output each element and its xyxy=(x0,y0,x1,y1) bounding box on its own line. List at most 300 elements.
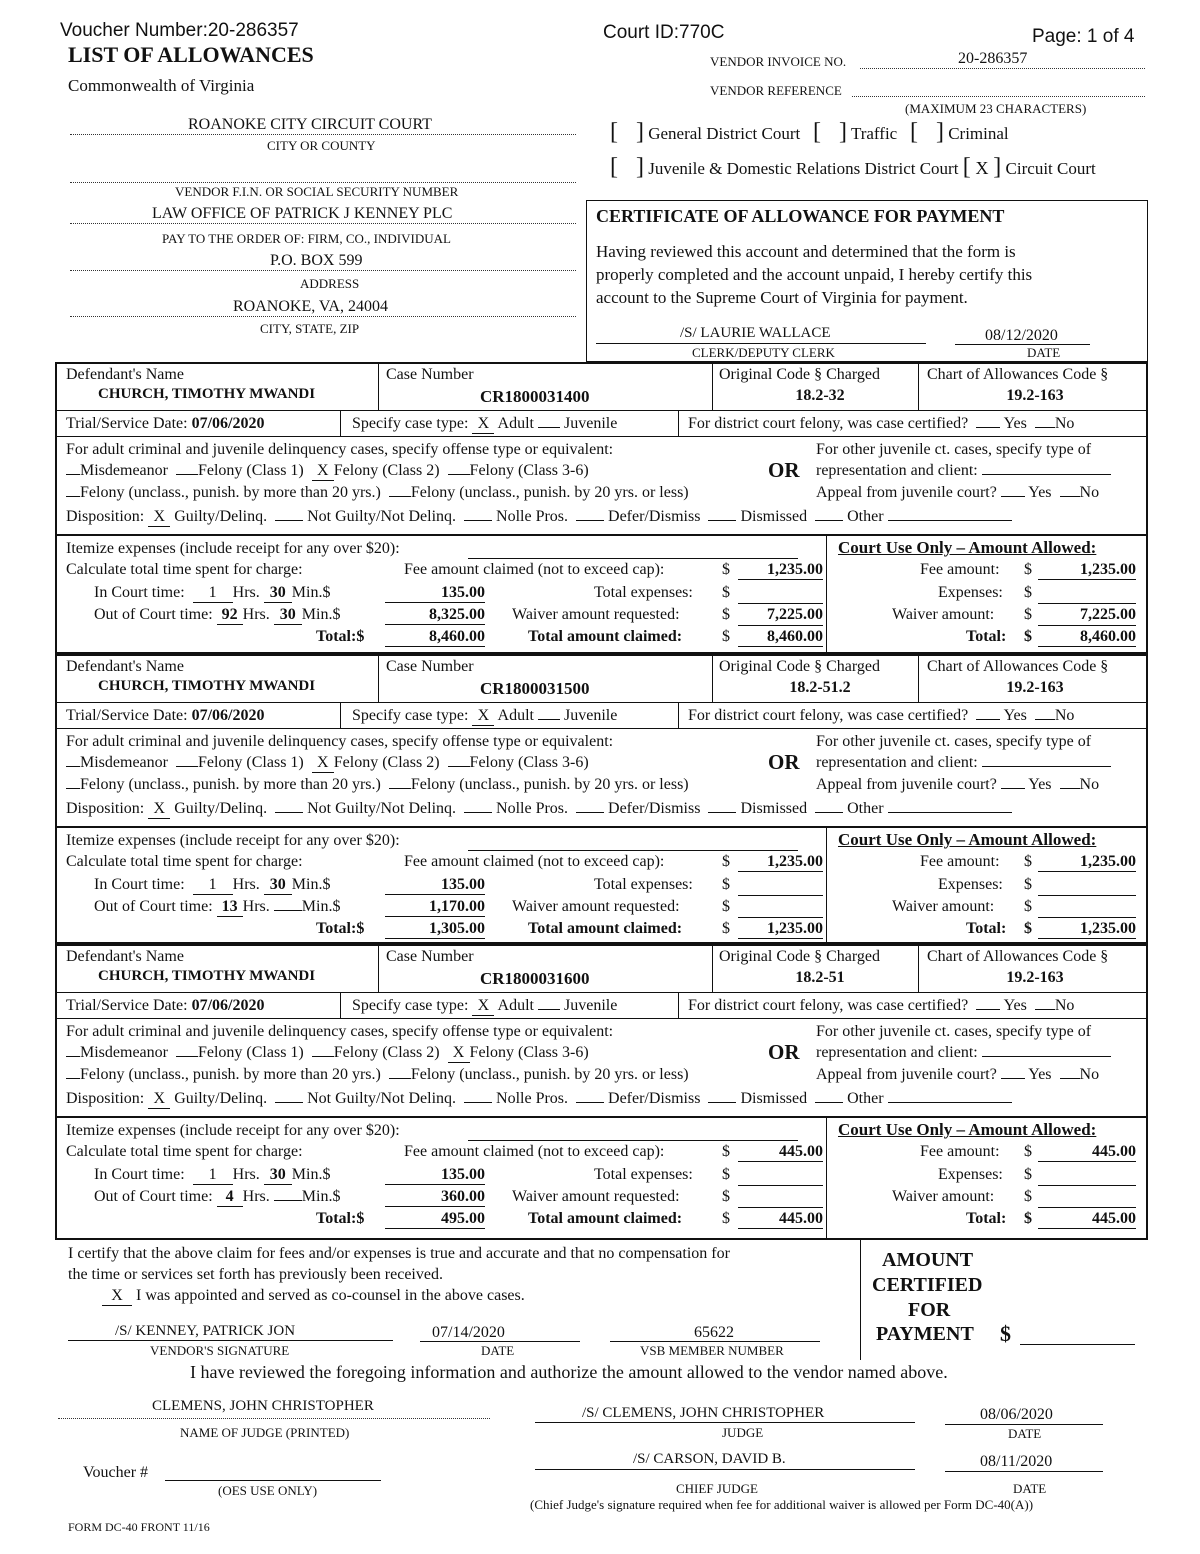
out-court-hrs[interactable]: 13 xyxy=(217,898,243,917)
rep-client-row xyxy=(816,462,1111,480)
disposition-label: Disposition: xyxy=(66,1090,145,1107)
other-checkbox[interactable] xyxy=(815,812,843,813)
other-field[interactable] xyxy=(888,1102,1012,1103)
total-claimed-dollar: $ xyxy=(722,1210,730,1227)
felony-class2-label: Felony (Class 2) xyxy=(333,1044,440,1061)
vendor-reference-field[interactable] xyxy=(852,80,1145,97)
out-court-hrs-label: Hrs. xyxy=(242,606,270,623)
felony-unclass-20plus-label: Felony (unclass., punish. by more than 20 yrs.) xyxy=(80,776,381,793)
judge-date: 08/06/2020 xyxy=(980,1406,1053,1423)
certified-yes-checkbox[interactable] xyxy=(976,719,1000,720)
allowed-fee-label: Fee amount: xyxy=(920,1143,1000,1160)
chief-judge-date-label: DATE xyxy=(1013,1481,1047,1496)
adult-checkbox[interactable]: X xyxy=(472,415,494,434)
out-court-amount[interactable]: 1,170.00 xyxy=(385,898,485,917)
amount-certified-1: AMOUNT xyxy=(882,1249,974,1271)
allowed-expenses-dollar: $ xyxy=(1024,1166,1032,1183)
felony-unclass-20-checkbox[interactable] xyxy=(389,1078,411,1079)
vendor-date-label: DATE xyxy=(481,1343,515,1358)
allowed-total[interactable]: 8,460.00 xyxy=(1038,628,1136,647)
fee-claimed-label: Fee amount claimed (not to exceed cap): xyxy=(404,1143,665,1160)
form-title: LIST OF ALLOWANCES xyxy=(68,42,314,67)
in-court-min-label: Min. xyxy=(291,584,323,601)
waiver-requested-dollar: $ xyxy=(722,606,730,623)
fee-claimed-label: Fee amount claimed (not to exceed cap): xyxy=(404,853,665,870)
certified-question: For district court felony, was case certified? xyxy=(688,707,969,724)
fee-claimed[interactable]: 1,235.00 xyxy=(738,853,823,872)
offense-row-2 xyxy=(66,776,689,794)
vendor-invoice-label: VENDOR INVOICE NO. xyxy=(710,54,847,69)
allowed-waiver-dollar: $ xyxy=(1024,898,1032,915)
certified-row xyxy=(688,997,1074,1015)
voucher-field[interactable] xyxy=(165,1462,381,1481)
chart-code-label: Chart of Allowances Code § xyxy=(927,948,1109,965)
not-guilty-label: Not Guilty/Not Delinq. xyxy=(307,508,457,525)
adult-checkbox[interactable]: X xyxy=(472,707,494,726)
itemize-field[interactable] xyxy=(468,542,798,559)
disposition-row xyxy=(66,508,1012,527)
total-claimed-label: Total amount claimed: xyxy=(528,1210,683,1227)
felony-class1-checkbox[interactable] xyxy=(176,1056,198,1057)
vendor-fin-field[interactable] xyxy=(70,166,576,183)
defendant-name-label: Defendant's Name xyxy=(66,366,184,383)
allowed-waiver[interactable]: 7,225.00 xyxy=(1038,606,1136,626)
allowed-total[interactable]: 445.00 xyxy=(1038,1210,1136,1229)
clerk-date: 08/12/2020 xyxy=(985,327,1058,344)
allowed-expenses[interactable] xyxy=(1038,876,1136,896)
court-name: ROANOKE CITY CIRCUIT COURT xyxy=(188,116,432,133)
appeal-no-checkbox[interactable] xyxy=(1060,1078,1080,1079)
allowed-waiver[interactable] xyxy=(1038,898,1136,918)
defer-checkbox[interactable] xyxy=(576,520,604,521)
certified-no-label: No xyxy=(1054,707,1075,724)
juvenile-checkbox[interactable] xyxy=(538,427,560,428)
rep-client-field[interactable] xyxy=(982,766,1111,767)
in-court-hrs[interactable]: 1 xyxy=(193,1166,233,1185)
nolle-checkbox[interactable] xyxy=(464,1102,492,1103)
out-court-min[interactable] xyxy=(274,1200,302,1201)
felony-unclass-20-checkbox[interactable] xyxy=(389,788,411,789)
allowed-fee[interactable]: 1,235.00 xyxy=(1038,853,1136,872)
felony-unclass-20plus-label: Felony (unclass., punish. by more than 20 yrs.) xyxy=(80,1066,381,1083)
out-court-row xyxy=(94,1188,340,1207)
out-court-amount[interactable]: 8,325.00 xyxy=(385,606,485,625)
total-expenses-label: Total expenses: xyxy=(594,584,693,601)
chart-code: 19.2-163 xyxy=(1006,679,1064,696)
total-claimed-dollar: $ xyxy=(722,628,730,645)
time-total[interactable]: 8,460.00 xyxy=(385,628,485,647)
out-court-min-label: Min. xyxy=(301,1188,333,1205)
misdemeanor-label: Misdemeanor xyxy=(80,462,168,479)
oes-label: (OES USE ONLY) xyxy=(218,1483,318,1498)
out-court-min[interactable]: 30 xyxy=(274,606,302,625)
chart-code: 19.2-163 xyxy=(1006,969,1064,986)
allowed-expenses-dollar: $ xyxy=(1024,876,1032,893)
nolle-label: Nolle Pros. xyxy=(496,508,569,525)
appeal-yes-checkbox[interactable] xyxy=(1001,496,1025,497)
misdemeanor-checkbox[interactable] xyxy=(66,474,80,475)
allowed-expenses[interactable] xyxy=(1038,584,1136,604)
trial-date-label: Trial/Service Date: xyxy=(66,707,188,724)
criminal-checkbox[interactable]: [ ] xyxy=(909,119,944,145)
other-field[interactable] xyxy=(888,812,1012,813)
in-court-min[interactable]: 30 xyxy=(264,584,292,603)
felony-class1-label: Felony (Class 1) xyxy=(197,754,304,771)
other-checkbox[interactable] xyxy=(815,1102,843,1103)
vendor-signature: /S/ KENNEY, PATRICK JON xyxy=(115,1323,296,1339)
chief-judge-date: 08/11/2020 xyxy=(980,1453,1053,1470)
certified-yes-checkbox[interactable] xyxy=(976,427,1000,428)
orig-code: 18.2-32 xyxy=(795,387,845,404)
disposition-label: Disposition: xyxy=(66,800,145,817)
dismissed-checkbox[interactable] xyxy=(708,1102,736,1103)
allowed-waiver-dollar: $ xyxy=(1024,1188,1032,1205)
defer-label: Defer/Dismiss xyxy=(608,508,701,525)
waiver-requested-dollar: $ xyxy=(722,1188,730,1205)
allowed-fee[interactable]: 1,235.00 xyxy=(1038,561,1136,580)
allowed-total-dollar: $ xyxy=(1024,1210,1032,1227)
case-number: CR1800031400 xyxy=(480,387,590,406)
trial-date-row xyxy=(66,997,265,1015)
amount-certified-field[interactable] xyxy=(1020,1324,1135,1345)
total-claimed[interactable]: 445.00 xyxy=(738,1210,823,1229)
offense-row-1 xyxy=(66,754,589,773)
trial-date: 07/06/2020 xyxy=(191,997,265,1014)
case-number-label: Case Number xyxy=(386,948,474,965)
fee-claimed-dollar: $ xyxy=(722,1143,730,1160)
total-expenses[interactable] xyxy=(738,876,823,896)
or-label: OR xyxy=(768,1040,800,1064)
trial-date-row xyxy=(66,415,265,433)
chief-judge-signature: /S/ CARSON, DAVID B. xyxy=(633,1451,786,1467)
other-label: Other xyxy=(847,1090,884,1107)
trial-date-label: Trial/Service Date: xyxy=(66,415,188,432)
voucher-label: Voucher # xyxy=(83,1464,149,1481)
out-court-hrs[interactable]: 92 xyxy=(217,606,243,625)
defer-label: Defer/Dismiss xyxy=(608,1090,701,1107)
cocounsel-label: I was appointed and served as co-counsel in the above cases. xyxy=(136,1287,525,1304)
allowed-waiver-dollar: $ xyxy=(1024,606,1032,623)
vsb-number: 65622 xyxy=(694,1324,734,1341)
orig-code: 18.2-51.2 xyxy=(789,679,851,696)
allowed-expenses-label: Expenses: xyxy=(938,1166,1003,1183)
page-number: Page: 1 of 4 xyxy=(1032,26,1135,47)
felony-class36-label: Felony (Class 3-6) xyxy=(469,754,589,771)
felony-unclass-20-label: Felony (unclass., punish. by 20 yrs. or less) xyxy=(410,1066,689,1083)
juvenile-checkbox[interactable] xyxy=(538,1009,560,1010)
not-guilty-checkbox[interactable] xyxy=(275,812,303,813)
case-number: CR1800031600 xyxy=(480,969,590,988)
itemize-field[interactable] xyxy=(468,834,798,851)
case-number-label: Case Number xyxy=(386,658,474,675)
traffic-label: Traffic xyxy=(850,124,898,143)
amount-certified-2: CERTIFIED xyxy=(872,1274,983,1296)
in-court-row xyxy=(94,584,330,603)
appeal-no-label: No xyxy=(1079,776,1100,793)
felony-class36-label: Felony (Class 3-6) xyxy=(469,1044,589,1061)
out-court-amount[interactable]: 360.00 xyxy=(385,1188,485,1207)
allowed-fee-dollar: $ xyxy=(1024,853,1032,870)
itemize-label: Itemize expenses (include receipt for any over $20): xyxy=(66,1122,400,1139)
appeal-label: Appeal from juvenile court? xyxy=(816,776,997,793)
allowed-expenses-dollar: $ xyxy=(1024,584,1032,601)
dismissed-label: Dismissed xyxy=(740,1090,808,1107)
out-court-label: Out of Court time: xyxy=(94,606,213,623)
in-court-min[interactable]: 30 xyxy=(264,876,292,895)
circuit-checkbox[interactable]: [ X ] xyxy=(962,154,1002,180)
time-total[interactable]: 495.00 xyxy=(385,1210,485,1229)
rep-client-label: representation and client: xyxy=(816,754,978,771)
other-juvenile-label: For other juvenile ct. cases, specify type of xyxy=(816,441,1092,458)
felony-unclass-20plus-checkbox[interactable] xyxy=(66,496,80,497)
felony-class1-checkbox[interactable] xyxy=(176,474,198,475)
allowed-total-label: Total: xyxy=(966,628,1007,645)
appeal-no-checkbox[interactable] xyxy=(1060,496,1080,497)
dismissed-checkbox[interactable] xyxy=(708,812,736,813)
waiver-requested[interactable]: 7,225.00 xyxy=(738,606,823,626)
fee-claimed[interactable]: 445.00 xyxy=(738,1143,823,1162)
certified-no-label: No xyxy=(1054,415,1075,432)
total-expenses[interactable] xyxy=(738,584,823,604)
court-use-label: Court Use Only – Amount Allowed: xyxy=(838,538,1097,557)
guilty-label: Guilty/Delinq. xyxy=(174,800,268,817)
juvenile-label: Juvenile xyxy=(563,415,618,432)
traffic-checkbox[interactable]: [ ] xyxy=(813,119,847,145)
chart-code-label: Chart of Allowances Code § xyxy=(927,366,1109,383)
out-court-row xyxy=(94,606,340,625)
vendor-address: P.O. BOX 599 xyxy=(270,252,363,269)
total-claimed-label: Total amount claimed: xyxy=(528,920,683,937)
offense-row-2 xyxy=(66,1066,689,1084)
disposition-label: Disposition: xyxy=(66,508,145,525)
certified-no-checkbox[interactable] xyxy=(1035,1009,1055,1010)
misdemeanor-checkbox[interactable] xyxy=(66,766,80,767)
felony-unclass-20plus-checkbox[interactable] xyxy=(66,1078,80,1079)
trial-date: 07/06/2020 xyxy=(191,415,265,432)
time-total-label: Total:$ xyxy=(316,628,365,645)
cocounsel-checkbox[interactable]: X xyxy=(102,1287,132,1306)
other-checkbox[interactable] xyxy=(815,520,843,521)
criminal-label: Criminal xyxy=(948,124,1009,143)
time-total[interactable]: 1,305.00 xyxy=(385,920,485,939)
out-court-min[interactable] xyxy=(274,910,302,911)
amount-certified-dollar: $ xyxy=(1000,1321,1011,1346)
court-id: Court ID:770C xyxy=(603,22,725,43)
misdemeanor-label: Misdemeanor xyxy=(80,1044,168,1061)
waiver-requested-label: Waiver amount requested: xyxy=(512,606,680,623)
felony-unclass-20plus-checkbox[interactable] xyxy=(66,788,80,789)
allowed-fee[interactable]: 445.00 xyxy=(1038,1143,1136,1162)
defendant-name: CHURCH, TIMOTHY MWANDI xyxy=(98,678,316,694)
itemize-label: Itemize expenses (include receipt for any over $20): xyxy=(66,540,400,557)
felony-class36-checkbox[interactable] xyxy=(448,474,470,475)
not-guilty-checkbox[interactable] xyxy=(275,1102,303,1103)
certify-line-1: I certify that the above claim for fees and/or expenses is true and accurate and that no compensation for xyxy=(68,1245,730,1262)
felony-unclass-20-label: Felony (unclass., punish. by 20 yrs. or less) xyxy=(410,776,689,793)
form-id: FORM DC-40 FRONT 11/16 xyxy=(68,1520,210,1534)
waiver-requested[interactable] xyxy=(738,1188,823,1208)
certified-yes-checkbox[interactable] xyxy=(976,1009,1000,1010)
offense-row-1 xyxy=(66,462,589,481)
gdc-checkbox[interactable]: [ ] xyxy=(610,119,644,145)
judge-name-printed: CLEMENS, JOHN CHRISTOPHER xyxy=(152,1398,374,1414)
guilty-checkbox[interactable]: X xyxy=(148,508,170,527)
guilty-label: Guilty/Delinq. xyxy=(174,508,268,525)
chart-code-label: Chart of Allowances Code § xyxy=(927,658,1109,675)
appeal-label: Appeal from juvenile court? xyxy=(816,1066,997,1083)
other-juvenile-label: For other juvenile ct. cases, specify type of xyxy=(816,733,1092,750)
calc-label: Calculate total time spent for charge: xyxy=(66,561,303,578)
certified-yes-label: Yes xyxy=(1003,707,1027,724)
appeal-yes-checkbox[interactable] xyxy=(1001,788,1025,789)
jdr-checkbox[interactable]: [ ] xyxy=(610,154,644,180)
total-claimed-dollar: $ xyxy=(722,920,730,937)
certified-yes-label: Yes xyxy=(1003,415,1027,432)
other-field[interactable] xyxy=(888,520,1012,521)
rep-client-field[interactable] xyxy=(982,474,1111,475)
dismissed-label: Dismissed xyxy=(740,800,808,817)
out-court-hrs[interactable]: 4 xyxy=(217,1188,243,1207)
waiver-requested-dollar: $ xyxy=(722,898,730,915)
allowed-waiver-label: Waiver amount: xyxy=(892,1188,995,1205)
nolle-checkbox[interactable] xyxy=(464,812,492,813)
felony-class2-checkbox[interactable] xyxy=(312,1056,334,1057)
court-use-label: Court Use Only – Amount Allowed: xyxy=(838,1120,1097,1139)
in-court-amount[interactable]: 135.00 xyxy=(385,1166,485,1185)
appeal-yes-label: Yes xyxy=(1028,1066,1052,1083)
total-claimed[interactable]: 8,460.00 xyxy=(738,628,823,647)
felony-class2-checkbox[interactable]: X xyxy=(312,462,334,481)
fee-claimed[interactable]: 1,235.00 xyxy=(738,561,823,580)
total-expenses[interactable] xyxy=(738,1166,823,1186)
waiver-requested-label: Waiver amount requested: xyxy=(512,898,680,915)
out-court-dollar: $ xyxy=(332,606,341,623)
payee-label: PAY TO THE ORDER OF: FIRM, CO., INDIVIDUAL xyxy=(162,231,451,246)
rep-client-field[interactable] xyxy=(982,1056,1111,1057)
vendor-reference-label: VENDOR REFERENCE xyxy=(710,83,842,98)
certified-yes-label: Yes xyxy=(1003,997,1027,1014)
in-court-hrs-label: Hrs. xyxy=(232,1166,260,1183)
certify-line-2: the time or services set forth has previously been received. xyxy=(68,1266,443,1283)
allowed-total-label: Total: xyxy=(966,920,1007,937)
appeal-label: Appeal from juvenile court? xyxy=(816,484,997,501)
or-label: OR xyxy=(768,750,800,774)
appeal-yes-checkbox[interactable] xyxy=(1001,1078,1025,1079)
felony-class36-checkbox[interactable]: X xyxy=(448,1044,470,1063)
in-court-label: In Court time: xyxy=(94,584,185,601)
certified-no-checkbox[interactable] xyxy=(1035,427,1055,428)
guilty-checkbox[interactable]: X xyxy=(148,800,170,819)
out-court-min-label: Min. xyxy=(301,606,333,623)
juvenile-checkbox[interactable] xyxy=(538,719,560,720)
court-type-row1 xyxy=(610,119,1009,145)
in-court-hrs[interactable]: 1 xyxy=(193,584,233,603)
guilty-checkbox[interactable]: X xyxy=(148,1090,170,1109)
vendor-fin-label: VENDOR F.I.N. OR SOCIAL SECURITY NUMBER xyxy=(175,184,459,199)
waiver-requested[interactable] xyxy=(738,898,823,918)
judge-date-label: DATE xyxy=(1008,1426,1042,1441)
misdemeanor-checkbox[interactable] xyxy=(66,1056,80,1057)
rep-client-label: representation and client: xyxy=(816,1044,978,1061)
case-type-label: Specify case type: xyxy=(352,415,469,432)
defer-checkbox[interactable] xyxy=(576,1102,604,1103)
out-court-row xyxy=(94,898,340,917)
vendor-city-label: CITY, STATE, ZIP xyxy=(260,321,360,336)
allowed-expenses-label: Expenses: xyxy=(938,876,1003,893)
in-court-min-label: Min. xyxy=(291,876,323,893)
allowed-total[interactable]: 1,235.00 xyxy=(1038,920,1136,939)
allowed-fee-dollar: $ xyxy=(1024,561,1032,578)
felony-unclass-20-checkbox[interactable] xyxy=(389,496,411,497)
dismissed-checkbox[interactable] xyxy=(708,520,736,521)
certified-no-checkbox[interactable] xyxy=(1035,719,1055,720)
appeal-row xyxy=(816,1066,1099,1084)
disposition-row xyxy=(66,1090,1012,1109)
chief-judge-note: (Chief Judge's signature required when fee for additional waiver is allowed per Form DC-40(A)) xyxy=(530,1497,1034,1512)
case-type-label: Specify case type: xyxy=(352,997,469,1014)
rep-client-row xyxy=(816,754,1111,772)
felony-unclass-20-label: Felony (unclass., punish. by 20 yrs. or less) xyxy=(410,484,689,501)
defer-checkbox[interactable] xyxy=(576,812,604,813)
judge-signature-label: JUDGE xyxy=(722,1425,764,1440)
appeal-no-checkbox[interactable] xyxy=(1060,788,1080,789)
out-court-dollar: $ xyxy=(332,1188,341,1205)
jdr-label: Juvenile & Domestic Relations District Court xyxy=(648,159,959,178)
case-number-label: Case Number xyxy=(386,366,474,383)
in-court-hrs-label: Hrs. xyxy=(232,876,260,893)
juvenile-label: Juvenile xyxy=(563,997,618,1014)
allowed-expenses[interactable] xyxy=(1038,1166,1136,1186)
other-juvenile-label: For other juvenile ct. cases, specify type of xyxy=(816,1023,1092,1040)
felony-class1-checkbox[interactable] xyxy=(176,766,198,767)
itemize-field[interactable] xyxy=(468,1124,798,1141)
felony-class2-checkbox[interactable]: X xyxy=(312,754,334,773)
certified-question: For district court felony, was case certified? xyxy=(688,415,969,432)
appeal-row xyxy=(816,776,1099,794)
total-claimed-label: Total amount claimed: xyxy=(528,628,683,645)
adult-label: Adult xyxy=(497,707,534,724)
chart-code: 19.2-163 xyxy=(1006,387,1064,404)
felony-class36-checkbox[interactable] xyxy=(448,766,470,767)
in-court-amount[interactable]: 135.00 xyxy=(385,876,485,895)
in-court-amount[interactable]: 135.00 xyxy=(385,584,485,603)
total-expenses-label: Total expenses: xyxy=(594,1166,693,1183)
defendant-name-label: Defendant's Name xyxy=(66,948,184,965)
other-label: Other xyxy=(847,800,884,817)
not-guilty-label: Not Guilty/Not Delinq. xyxy=(307,800,457,817)
out-court-dollar: $ xyxy=(332,898,341,915)
in-court-hrs[interactable]: 1 xyxy=(193,876,233,895)
vsb-label: VSB MEMBER NUMBER xyxy=(640,1343,784,1358)
total-claimed[interactable]: 1,235.00 xyxy=(738,920,823,939)
amount-certified-4: PAYMENT xyxy=(876,1323,974,1345)
nolle-checkbox[interactable] xyxy=(464,520,492,521)
offense-question: For adult criminal and juvenile delinquency cases, specify offense type or equivalent: xyxy=(66,441,614,458)
dismissed-label: Dismissed xyxy=(740,508,808,525)
disposition-row xyxy=(66,800,1012,819)
certificate-title: CERTIFICATE OF ALLOWANCE FOR PAYMENT xyxy=(596,206,1005,226)
fee-claimed-dollar: $ xyxy=(722,561,730,578)
allowed-waiver[interactable] xyxy=(1038,1188,1136,1208)
adult-label: Adult xyxy=(497,997,534,1014)
allowed-total-label: Total: xyxy=(966,1210,1007,1227)
felony-class2-label: Felony (Class 2) xyxy=(333,754,440,771)
adult-checkbox[interactable]: X xyxy=(472,997,494,1016)
in-court-min[interactable]: 30 xyxy=(264,1166,292,1185)
not-guilty-checkbox[interactable] xyxy=(275,520,303,521)
orig-code-label: Original Code § Charged xyxy=(719,366,881,383)
adult-label: Adult xyxy=(497,415,534,432)
